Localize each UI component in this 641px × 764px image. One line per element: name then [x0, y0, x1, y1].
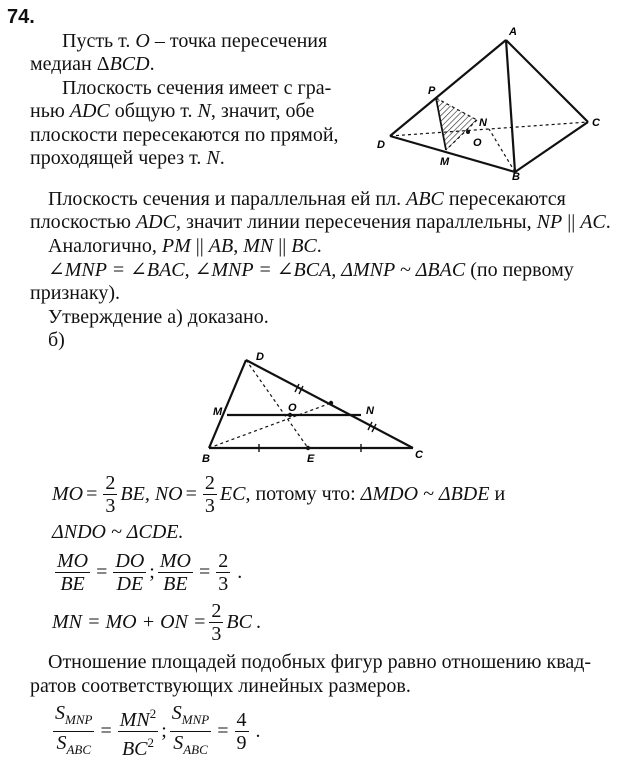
- fraction: [53, 702, 94, 761]
- subscript: ABC: [183, 742, 208, 757]
- fraction: [209, 600, 223, 645]
- body-line-7: б): [48, 329, 65, 351]
- numerator: 4: [236, 709, 247, 731]
- text: .: [605, 211, 611, 233]
- formula-similarity-2: [52, 521, 184, 544]
- intro-line-5: плоскости пересекаются по прямой,: [30, 124, 339, 146]
- fraction: [118, 703, 159, 760]
- denominator: 3: [204, 495, 215, 517]
- formula-mn: [52, 600, 261, 645]
- intro-line-3: Плоскость сечения имеет с гра-: [62, 77, 332, 99]
- fraction: [55, 550, 90, 595]
- label-A: A: [509, 26, 517, 38]
- fraction: [216, 550, 230, 595]
- intro-line-1: [62, 30, 327, 53]
- tetrahedron-figure: [370, 22, 620, 182]
- fraction: [113, 550, 146, 595]
- symbol: S: [171, 702, 182, 724]
- text: , значит, обе: [210, 100, 315, 122]
- text: , значит линии пересечения параллельны,: [175, 211, 537, 233]
- point-O: [466, 130, 470, 134]
- fraction: [203, 472, 217, 517]
- section-triangle: [436, 98, 477, 150]
- text: и: [489, 483, 506, 505]
- var: PM: [161, 235, 191, 257]
- body-line-1: [48, 188, 566, 211]
- equals: =: [198, 561, 211, 583]
- var: AC: [580, 211, 606, 233]
- body-line-2: [30, 211, 611, 234]
- label-D: D: [256, 351, 264, 363]
- symbol: S: [55, 702, 65, 724]
- term: BC: [226, 611, 252, 633]
- text: плоскостью: [30, 211, 136, 233]
- text: медиан Δ: [30, 53, 110, 75]
- var: BCD: [109, 53, 150, 75]
- angle-equalities: ∠MNP = ∠BAC, ∠MNP = ∠BCA, ΔMNP ~ ΔBAC: [48, 259, 466, 281]
- symbol: BC: [121, 738, 148, 760]
- formula-mo-no: [52, 472, 505, 517]
- text: проходящей через т.: [30, 147, 207, 169]
- fraction: [170, 702, 211, 761]
- var: BC: [291, 235, 317, 257]
- fraction: [103, 472, 117, 517]
- label-M: M: [440, 156, 450, 168]
- text: Плоскость сечения и параллельная ей пл.: [48, 188, 407, 210]
- period: .: [255, 720, 261, 742]
- term: MO: [52, 483, 84, 505]
- symbol: MN: [119, 709, 150, 731]
- subscript: MNP: [181, 712, 210, 727]
- var: O: [135, 30, 150, 52]
- equals: =: [217, 720, 229, 742]
- body-line-4: [48, 259, 574, 282]
- fraction: [235, 709, 249, 754]
- edge-AB: [506, 40, 515, 172]
- edge-AC: [506, 40, 588, 122]
- intro-line-6: [30, 147, 225, 170]
- var: AB: [208, 235, 234, 257]
- label-O: O: [288, 402, 297, 414]
- text: ||: [190, 235, 209, 257]
- var: N: [206, 147, 220, 169]
- symbol: S: [173, 732, 184, 754]
- label-C: C: [592, 117, 600, 129]
- equals: =: [185, 483, 197, 505]
- var: NP: [536, 211, 563, 233]
- numerator: [118, 703, 159, 732]
- var: ADC: [135, 211, 176, 233]
- period: .: [237, 561, 243, 583]
- intro-line-4: [30, 100, 314, 123]
- formula-areas: [50, 702, 261, 761]
- side-DB: [209, 360, 246, 448]
- denominator: BE: [163, 573, 188, 595]
- denominator: BE: [60, 573, 85, 595]
- text: пересекаются: [443, 188, 566, 210]
- numerator: 2: [218, 550, 229, 572]
- label-D: D: [377, 139, 385, 151]
- text: нью: [30, 100, 70, 122]
- term: EC: [219, 483, 246, 505]
- label-C: C: [415, 449, 423, 461]
- median-B: [209, 403, 331, 448]
- label-B: B: [512, 171, 520, 182]
- text: (по первому: [465, 259, 574, 281]
- label-O: O: [473, 137, 482, 149]
- superscript: 2: [149, 706, 157, 721]
- denominator: DE: [116, 573, 144, 595]
- text-area-ratio-1: Отношение площадей подобных фигур равно отношению квад-: [48, 651, 592, 673]
- median-DE: [246, 360, 308, 448]
- label-N: N: [479, 117, 487, 129]
- triangle-figure: [195, 348, 435, 468]
- numerator: 2: [105, 472, 116, 494]
- denominator: 9: [236, 732, 247, 754]
- equals: =: [86, 483, 98, 505]
- text: .: [316, 235, 322, 257]
- subscript: MNP: [65, 712, 93, 727]
- problem-number: 74.: [7, 6, 35, 28]
- body-line-3: [48, 235, 322, 258]
- body-line-5: признаку).: [30, 282, 120, 304]
- text: ,: [233, 235, 244, 257]
- label-P: P: [428, 85, 436, 97]
- similarity: ΔNDO ~ ΔCDE.: [52, 521, 184, 543]
- numerator: DO: [115, 550, 145, 572]
- point-E: [306, 446, 310, 450]
- text-area-ratio-2: ратов соответствующих линейных размеров.: [30, 675, 411, 697]
- numerator: 2: [204, 472, 215, 494]
- denominator: [171, 732, 210, 761]
- label-N: N: [366, 405, 374, 417]
- text: , потому что:: [245, 483, 361, 505]
- var: N: [197, 100, 211, 122]
- label-E: E: [307, 453, 315, 465]
- numerator: 2: [211, 600, 222, 622]
- text: общую т.: [109, 100, 198, 122]
- denominator: 3: [105, 495, 116, 517]
- denominator: [120, 732, 156, 760]
- period: .: [255, 611, 261, 633]
- numerator: MO: [159, 550, 191, 572]
- var: ABC: [406, 188, 444, 210]
- separator: ;: [161, 720, 167, 742]
- separator: ;: [149, 561, 155, 583]
- var: MN: [243, 235, 274, 257]
- term: MN = MO + ON =: [52, 611, 207, 633]
- term: BE, NO: [120, 483, 183, 505]
- text: – точка пересечения: [149, 30, 328, 52]
- formula-ratio: [52, 550, 242, 595]
- denominator: [54, 732, 93, 761]
- text: .: [219, 147, 225, 169]
- text: Пусть т.: [62, 30, 136, 52]
- fraction: [158, 550, 193, 595]
- text: Аналогично,: [48, 235, 162, 257]
- numerator: [53, 702, 94, 732]
- edge-BC: [515, 122, 588, 172]
- text: .: [149, 53, 155, 75]
- var: ADC: [69, 100, 110, 122]
- label-M: M: [213, 406, 223, 418]
- denominator: 3: [218, 573, 229, 595]
- numerator: [170, 702, 211, 732]
- subscript: ABC: [66, 742, 91, 757]
- label-B: B: [202, 453, 210, 465]
- body-line-6: Утверждение а) доказано.: [48, 306, 269, 328]
- denominator: 3: [211, 623, 222, 645]
- superscript: 2: [147, 735, 155, 750]
- symbol: S: [56, 732, 67, 754]
- intro-line-2: [30, 53, 155, 76]
- equals: =: [100, 720, 112, 742]
- similarity: ΔMDO ~ ΔBDE: [360, 483, 490, 505]
- numerator: MO: [57, 550, 89, 572]
- text: ||: [562, 211, 581, 233]
- text: ||: [273, 235, 292, 257]
- equals: =: [96, 561, 108, 583]
- point-midpoint: [329, 401, 333, 405]
